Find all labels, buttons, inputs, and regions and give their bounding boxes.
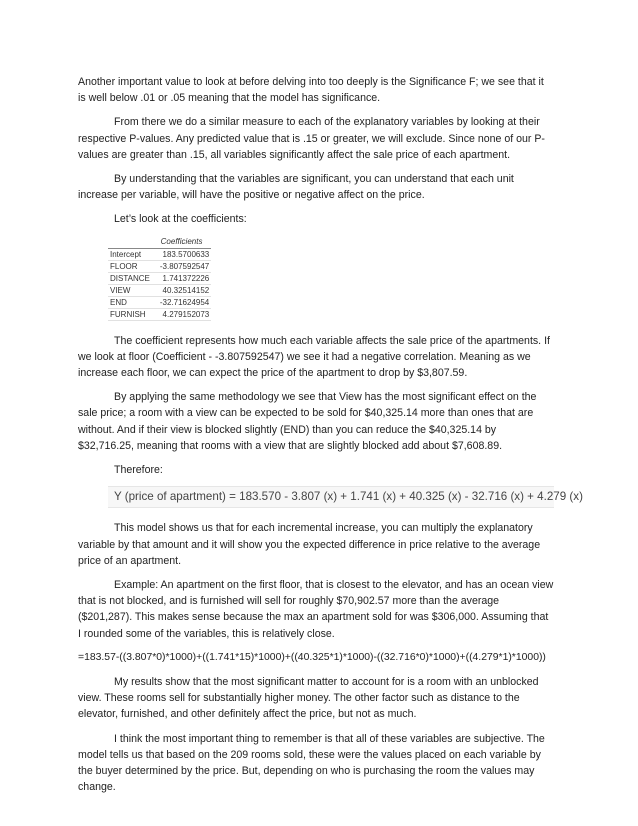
coefficients-header-blank — [108, 236, 152, 249]
example-formula: =183.57-((3.807*0)*1000)+((1.741*15)*1000)+((40.325*1)*1000)-((32.716*0)*1000)+((4.279*1)*1000)) — [78, 651, 546, 663]
coefficients-header: Coefficients — [152, 236, 211, 249]
paragraph-conclusion: I think the most important thing to remember is that all of these variables are subjective. The model tells us that based on the 209 rooms sold, these were the values placed on each variable by the buyer determined by the price. But, depending on who is purchasing the room the values may change. — [78, 732, 545, 794]
table-row — [108, 296, 211, 308]
coefficient-label: Intercept — [108, 248, 152, 260]
coefficients-table-wrap — [108, 236, 554, 321]
table-row — [108, 272, 211, 284]
table-row — [108, 284, 211, 296]
paragraph-p-values: From there we do a similar measure to each of the explanatory variables by looking at their respective P-values. Any predicted value that is .15 or greater, we will exclude. Since none of our P-values are greater than .15, all variables significantly affect the sale price of each apartment. — [78, 116, 545, 161]
paragraph-view-effect: By applying the same methodology we see that View has the most significant effect on the sale price; a room with a view can be expected to be sold for $40,325.14 more than ones that are without. And if their view is blocked slightly (END) than you can reduce the $40,325.14 by $32,716.25, meaning that rooms with a view that are slightly blocked add about $7,608.89. — [78, 391, 537, 452]
paragraph-coefficients-intro: Let’s look at the coefficients: — [114, 213, 247, 226]
table-row — [108, 248, 211, 260]
paragraph-model-explanation: This model shows us that for each incremental increase, you can multiply the explanatory variable by that amount and it will show you the expected difference in price relative to the average price of an apartment. — [78, 522, 541, 567]
coefficient-value: 183.5700633 — [152, 248, 211, 260]
paragraph-unit-increase: By understanding that the variables are significant, you can understand that each unit increase per variable, will have the positive or negative affect on the price. — [78, 173, 514, 202]
regression-equation: Y (price of apartment) = 183.570 - 3.807 (x) + 1.741 (x) + 40.325 (x) - 32.716 (x) + 4.279 (x) — [108, 486, 554, 508]
paragraph-significance-f: Another important value to look at before delving into too deeply is the Significance F; we see that it is well below .01 or .05 meaning that the model has significance. — [78, 76, 544, 105]
coefficient-label: END — [108, 296, 152, 308]
coefficient-label: FURNISH — [108, 308, 152, 320]
table-row — [108, 308, 211, 320]
coefficient-value: 4.279152073 — [152, 308, 211, 320]
coefficient-value: 40.32514152 — [152, 284, 211, 296]
paragraph-results: My results show that the most significant matter to account for is a room with an unblocked view. These rooms sell for substantially higher money. The other factor such as distance to the elevator, furnished, and other definitely affect the price, but not as much. — [78, 676, 539, 721]
coefficients-table — [108, 236, 211, 321]
coefficient-label: DISTANCE — [110, 273, 150, 283]
coefficient-value: 1.741372226 — [152, 272, 211, 284]
coefficients-header-row — [108, 236, 211, 249]
paragraph-example: Example: An apartment on the first floor, that is closest to the elevator, and has an ocean view that is not blocked, and is furnished will sell for roughly $70,902.57 more than the average ($201,287). This makes sense because the max an apartment sold for was $306,000. Assuming that I rounded some of the variables, this is relatively close. — [78, 579, 554, 640]
table-row — [108, 260, 211, 272]
paragraph-therefore: Therefore: — [114, 464, 163, 477]
coefficient-value: -32.71624954 — [152, 296, 211, 308]
paragraph-coefficient-meaning: The coefficient represents how much each variable affects the sale price of the apartments. If we look at floor (Coefficient - -3.807592547) we see it had a negative correlation. Meaning as we increase each floor, we can expect the price of the apartment to drop by $3,807.59. — [78, 334, 550, 380]
coefficient-label: FLOOR — [108, 260, 152, 272]
coefficient-label: VIEW — [108, 284, 152, 296]
coefficient-value: -3.807592547 — [152, 260, 211, 272]
